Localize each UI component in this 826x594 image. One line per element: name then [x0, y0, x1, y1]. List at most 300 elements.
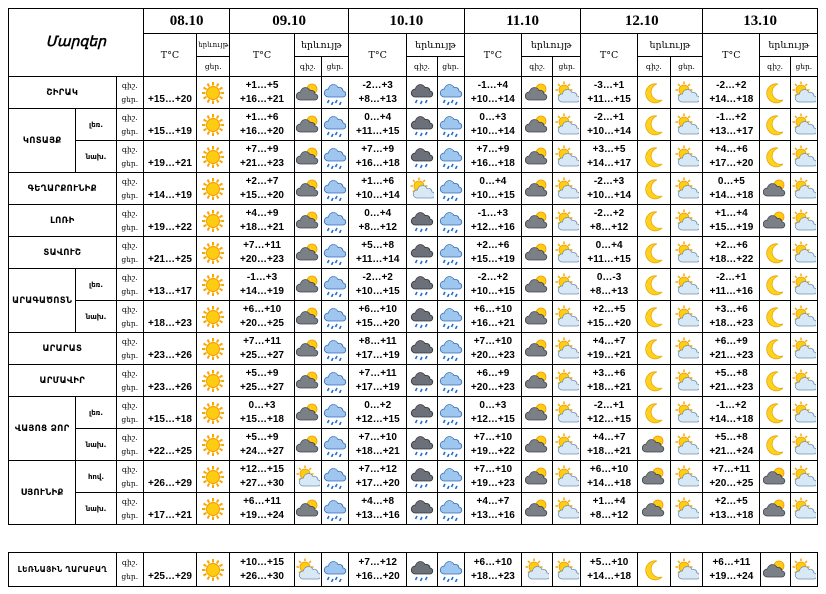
moon-icon: [760, 145, 789, 169]
day-label: ցեր.: [121, 254, 139, 264]
day-night-label: [116, 493, 143, 525]
phenomenon-cell: [760, 333, 790, 365]
phenomenon-cell: [407, 77, 437, 109]
temperature-cell: [703, 301, 760, 333]
temperature-cell: [230, 77, 294, 109]
night-temperature: +12…+15: [240, 463, 284, 475]
sun-icon: [197, 497, 229, 521]
phenomenon-cell: [437, 365, 464, 397]
cloudy-sun-icon: [760, 177, 789, 201]
phenomenon-cell: [760, 301, 790, 333]
night-temperature: +4…+9: [245, 207, 279, 219]
night-temperature: [144, 463, 196, 477]
rain-icon: [438, 177, 464, 201]
night-temperature: +3…+5: [592, 143, 626, 155]
sun-cloud-icon: [791, 558, 817, 582]
region-row: [9, 301, 818, 333]
region-row: [9, 397, 818, 429]
night-temperature: [144, 239, 196, 253]
temperature-cell: [581, 553, 637, 587]
cloudy-sun-icon: [638, 465, 670, 489]
cloudy-sun-icon: [522, 465, 552, 489]
phenomenon-cell: [294, 205, 321, 237]
dark-rain-icon: [407, 209, 436, 233]
dark-rain-icon: [407, 241, 436, 265]
phenomenon-cell: [294, 429, 321, 461]
temperature-cell: [581, 301, 637, 333]
temperature-cell: [143, 553, 196, 587]
moon-icon: [638, 241, 670, 265]
phenomenon-cell: [670, 301, 702, 333]
cloudy-sun-icon: [295, 241, 321, 265]
phenomenon-cell: [553, 301, 581, 333]
day-temperature: +21…+23: [240, 157, 284, 169]
day-temperature: +16…+18: [470, 157, 515, 169]
phenomenon-cell: [760, 553, 790, 587]
day-temperature: +27…+30: [240, 477, 284, 489]
region-part: նախ.: [76, 301, 116, 333]
day-night-label: [116, 109, 143, 141]
temperature-cell: [464, 269, 521, 301]
moon-icon: [638, 369, 670, 393]
phenomenon-cell: [407, 397, 437, 429]
night-label: գիշ.: [121, 272, 138, 282]
rain-icon: [438, 369, 464, 393]
phenomenon-cell: [790, 77, 817, 109]
night-temperature: -2…+1: [593, 111, 625, 123]
night-temperature: -2…+1: [593, 399, 625, 411]
region-name: ՏԱՎՈՒՇ: [9, 237, 117, 269]
temperature-cell: [349, 493, 407, 525]
phenomenon-cell: [522, 237, 553, 269]
temperature-cell: [230, 397, 294, 429]
phenomenon-cell: [637, 429, 670, 461]
phenomenon-cell: [321, 109, 348, 141]
rain-icon: [322, 241, 348, 265]
temperature-cell: [143, 77, 196, 109]
phenomenon-cell: [407, 493, 437, 525]
temperature-cell: [143, 269, 196, 301]
moon-icon: [760, 113, 789, 137]
moon-icon: [638, 273, 670, 297]
night-label: գիշ.: [294, 57, 321, 77]
phenomenon-cell: [790, 429, 817, 461]
sun-cloud-icon: [671, 305, 702, 329]
phenomenon-cell: [670, 109, 702, 141]
phenomenon-cell: [197, 493, 230, 525]
night-label: գիշ.: [121, 80, 138, 90]
day-temperature: +18…+21: [587, 445, 632, 457]
night-label: գիշ.: [121, 112, 138, 122]
day-temperature: +19…+22: [470, 445, 515, 457]
temp-label: T°C: [230, 34, 294, 77]
temperature-cell: [703, 141, 760, 173]
phenomenon-cell: [553, 397, 581, 429]
phenomenon-cell: [321, 173, 348, 205]
sun-icon: [197, 209, 229, 233]
temperature-cell: [703, 109, 760, 141]
sun-icon: [197, 81, 229, 105]
day-temperature: +15…+19: [470, 253, 515, 265]
phenomenon-label: երևույթ: [760, 34, 818, 57]
day-temperature: +18…+23: [148, 317, 192, 329]
region-name: ԱՐԱՐԱՏ: [9, 333, 117, 365]
day-temperature: +12…+15: [587, 413, 632, 425]
night-temperature: +4…+8: [361, 495, 395, 507]
night-label: գիշ.: [121, 208, 138, 218]
day-label: ցեր.: [121, 350, 139, 360]
day-temperature: +19…+22: [148, 221, 192, 233]
region-part: նախ.: [76, 141, 116, 173]
day-temperature: +11…+15: [587, 253, 631, 265]
phenomenon-cell: [407, 301, 437, 333]
phenomenon-cell: [637, 397, 670, 429]
region-row: [9, 173, 818, 205]
sun-cloud-icon: [671, 81, 702, 105]
phenomenon-cell: [522, 269, 553, 301]
night-temperature: +2…+5: [592, 303, 626, 315]
night-temperature: +7…+12: [358, 556, 397, 568]
region-row: [9, 205, 818, 237]
phenomenon-cell: [522, 493, 553, 525]
phenomenon-cell: [437, 429, 464, 461]
region-row: [9, 365, 818, 397]
phenomenon-cell: [790, 461, 817, 493]
rain-icon: [322, 433, 348, 457]
sun-cloud-icon: [671, 337, 702, 361]
day-night-label: [116, 365, 143, 397]
day-night-label: [116, 237, 143, 269]
temperature-cell: [464, 141, 521, 173]
night-temperature: +7…+11: [243, 239, 281, 251]
night-temperature: -1…+3: [477, 207, 509, 219]
day-label: ցեր.: [121, 478, 139, 488]
day-temperature: +19…+24: [709, 570, 754, 582]
phenomenon-cell: [294, 461, 321, 493]
moon-icon: [760, 81, 789, 105]
phenomenon-cell: [437, 77, 464, 109]
day-label: ցեր.: [121, 222, 139, 232]
sun-cloud-icon: [671, 113, 702, 137]
day-night-label: [116, 77, 143, 109]
sun-cloud-icon: [791, 497, 817, 521]
extra-region-row: [9, 553, 818, 587]
phenomenon-cell: [407, 109, 437, 141]
phenomenon-cell: [760, 461, 790, 493]
phenomenon-cell: [553, 109, 581, 141]
phenomenon-cell: [294, 493, 321, 525]
temperature-cell: [703, 173, 760, 205]
phenomenon-cell: [760, 205, 790, 237]
rain-icon: [438, 305, 464, 329]
temperature-cell: [703, 237, 760, 269]
temperature-cell: [143, 237, 196, 269]
night-temperature: -3…+1: [593, 79, 625, 91]
night-temperature: +1…+5: [245, 79, 279, 91]
temperature-cell: [230, 429, 294, 461]
sun-icon: [197, 401, 229, 425]
temperature-cell: [143, 109, 196, 141]
sun-cloud-icon: [295, 465, 321, 489]
phenomenon-cell: [553, 77, 581, 109]
cloudy-sun-icon: [295, 81, 321, 105]
temperature-cell: [349, 429, 407, 461]
temperature-cell: [349, 553, 407, 587]
day-night-label: [116, 461, 143, 493]
date-header: 11.10: [464, 9, 581, 34]
night-temperature: +7…+11: [358, 367, 397, 379]
temperature-cell: [230, 365, 294, 397]
day-temperature: +24…+27: [240, 445, 284, 457]
day-temperature: +11…+14: [356, 253, 400, 265]
night-temperature: [144, 495, 196, 509]
region-part: լեռ.: [76, 109, 116, 141]
night-temperature: -1…+2: [716, 399, 747, 411]
phenomenon-cell: [197, 461, 230, 493]
sun-cloud-icon: [553, 401, 580, 425]
phenomenon-cell: [790, 553, 817, 587]
dark-rain-icon: [407, 305, 436, 329]
night-temperature: +1…+6: [361, 175, 395, 187]
sun-cloud-icon: [553, 113, 580, 137]
sun-cloud-icon: [791, 177, 817, 201]
day-temperature: +17…+20: [709, 157, 754, 169]
day-temperature: +14…+17: [587, 157, 632, 169]
date-header: 08.10: [143, 9, 230, 34]
phenomenon-cell: [522, 333, 553, 365]
day-night-label: [116, 205, 143, 237]
night-temperature: +5…+9: [245, 367, 279, 379]
moon-icon: [760, 305, 789, 329]
sun-cloud-icon: [791, 337, 817, 361]
region-part: նախ.: [76, 493, 116, 525]
phenomenon-cell: [197, 269, 230, 301]
night-temperature: +6…+11: [243, 495, 281, 507]
phenomenon-cell: [670, 205, 702, 237]
region-name: ԱՐԱԳԱԾՈՏՆ: [9, 269, 76, 333]
cloudy-sun-icon: [295, 273, 321, 297]
phenomenon-cell: [670, 173, 702, 205]
temperature-cell: [349, 205, 407, 237]
day-temperature: +14…+18: [587, 570, 632, 582]
day-temperature: +23…+26: [148, 381, 192, 393]
day-temperature: +10…+15: [470, 285, 515, 297]
rain-icon: [438, 113, 464, 137]
night-temperature: +7…+10: [473, 463, 513, 475]
day-temperature: +23…+26: [148, 349, 192, 361]
night-temperature: -2…+3: [362, 79, 393, 91]
phenomenon-cell: [197, 553, 230, 587]
night-temperature: [144, 207, 196, 221]
phenomenon-cell: [294, 365, 321, 397]
temperature-cell: [230, 461, 294, 493]
day-temperature: +15…+20: [240, 189, 284, 201]
phenomenon-label: երևույթ: [522, 34, 581, 57]
temp-label: T°C: [143, 34, 196, 77]
day-temperature: +11…+15: [587, 93, 631, 105]
phenomenon-cell: [790, 205, 817, 237]
day-temperature: +16…+18: [355, 157, 400, 169]
temperature-cell: [464, 237, 521, 269]
temperature-cell: [703, 493, 760, 525]
temperature-cell: [581, 333, 637, 365]
day-temperature: +20…+23: [470, 381, 515, 393]
temperature-cell: [143, 365, 196, 397]
sun-cloud-icon: [791, 81, 817, 105]
night-label: գիշ.: [121, 336, 138, 346]
night-temperature: +7…+11: [243, 335, 281, 347]
phenomenon-cell: [790, 301, 817, 333]
day-temperature: +15…+19: [148, 125, 192, 137]
temperature-cell: [703, 397, 760, 429]
day-label: ցեր.: [790, 57, 817, 77]
rain-icon: [438, 558, 464, 582]
sun-cloud-icon: [553, 305, 580, 329]
phenomenon-cell: [637, 365, 670, 397]
night-label: գիշ.: [121, 144, 138, 154]
phenomenon-cell: [437, 237, 464, 269]
night-label: գիշ.: [121, 464, 138, 474]
phenomenon-cell: [553, 205, 581, 237]
rain-icon: [322, 465, 348, 489]
night-temperature: +7…+10: [358, 431, 397, 443]
sun-cloud-icon: [671, 433, 702, 457]
day-temperature: +25…+27: [240, 381, 284, 393]
cloudy-sun-icon: [761, 558, 790, 582]
phenomenon-cell: [197, 109, 230, 141]
temperature-cell: [230, 173, 294, 205]
cloudy-sun-icon: [522, 241, 552, 265]
phenomenon-cell: [197, 365, 230, 397]
night-temperature: +5…+8: [361, 239, 395, 251]
sun-icon: [197, 273, 229, 297]
temperature-cell: [143, 397, 196, 429]
night-temperature: 0…+4: [364, 207, 392, 219]
phenomenon-cell: [553, 461, 581, 493]
night-temperature: [144, 367, 196, 381]
day-temperature: +8…+12: [589, 221, 629, 233]
day-temperature: +8…+13: [589, 285, 629, 297]
day-temperature: +10…+15: [470, 189, 515, 201]
day-temperature: +15…+20: [355, 317, 400, 329]
phenomenon-cell: [670, 77, 702, 109]
day-label: ցեր.: [197, 57, 230, 77]
rain-icon: [322, 305, 348, 329]
moon-icon: [760, 337, 789, 361]
phenomenon-cell: [670, 553, 702, 587]
temperature-cell: [464, 301, 521, 333]
day-temperature: +19…+23: [470, 477, 515, 489]
day-temperature: +20…+25: [709, 477, 754, 489]
sun-cloud-icon: [671, 177, 702, 201]
day-temperature: +13…+16: [470, 509, 515, 521]
cloudy-sun-icon: [295, 401, 321, 425]
day-temperature: +15…+20: [587, 317, 632, 329]
dark-rain-icon: [407, 433, 436, 457]
phenomenon-cell: [437, 269, 464, 301]
temperature-cell: [349, 77, 407, 109]
cloudy-sun-icon: [522, 497, 552, 521]
region-row: [9, 269, 818, 301]
phenomenon-cell: [670, 141, 702, 173]
phenomenon-cell: [637, 109, 670, 141]
phenomenon-cell: [637, 493, 670, 525]
temperature-cell: [464, 333, 521, 365]
night-temperature: +6…+9: [714, 335, 748, 347]
phenomenon-cell: [437, 205, 464, 237]
day-night-label: [116, 333, 143, 365]
night-temperature: 0…+4: [364, 111, 392, 123]
day-temperature: +21…+23: [709, 381, 754, 393]
cloudy-sun-icon: [295, 433, 321, 457]
temperature-cell: [143, 173, 196, 205]
phenomenon-cell: [760, 397, 790, 429]
day-night-label: [116, 141, 143, 173]
sun-cloud-icon: [553, 433, 580, 457]
rain-icon: [322, 177, 348, 201]
day-temperature: +12…+16: [470, 221, 515, 233]
cloudy-sun-icon: [522, 113, 552, 137]
sun-cloud-icon: [553, 369, 580, 393]
cloudy-sun-icon: [760, 497, 789, 521]
phenomenon-cell: [637, 553, 670, 587]
sun-cloud-icon: [553, 209, 580, 233]
phenomenon-cell: [760, 141, 790, 173]
temperature-cell: [581, 365, 637, 397]
temperature-cell: [230, 109, 294, 141]
temperature-cell: [143, 429, 196, 461]
day-temperature: +25…+29: [148, 570, 192, 582]
night-temperature: -2…+2: [716, 79, 747, 91]
region-row: [9, 493, 818, 525]
phenomenon-cell: [321, 461, 348, 493]
day-temperature: +21…+24: [709, 445, 754, 457]
temperature-cell: [464, 553, 521, 587]
day-temperature: +16…+21: [470, 317, 515, 329]
extra-region-table: [8, 552, 818, 587]
phenomenon-cell: [553, 237, 581, 269]
phenomenon-cell: [760, 77, 790, 109]
sun-cloud-icon: [522, 558, 552, 582]
day-temperature: +12…+15: [470, 413, 515, 425]
rain-icon: [322, 113, 348, 137]
phenomenon-cell: [670, 429, 702, 461]
cloudy-sun-icon: [295, 145, 321, 169]
sun-icon: [197, 177, 229, 201]
date-header: 12.10: [581, 9, 703, 34]
moon-icon: [760, 241, 789, 265]
moon-icon: [760, 433, 789, 457]
cloudy-sun-icon: [295, 497, 321, 521]
temperature-cell: [581, 397, 637, 429]
night-temperature: +4…+7: [592, 431, 626, 443]
region-row: [9, 461, 818, 493]
sun-cloud-icon: [791, 273, 817, 297]
rain-icon: [322, 401, 348, 425]
region-name: ՇԻՐԱԿ: [9, 77, 117, 109]
day-temperature: +10…+14: [587, 125, 632, 137]
phenomenon-cell: [760, 365, 790, 397]
phenomenon-cell: [437, 553, 464, 587]
phenomenon-cell: [670, 237, 702, 269]
phenomenon-cell: [522, 461, 553, 493]
rain-icon: [322, 369, 348, 393]
night-temperature: 0…+4: [479, 175, 507, 187]
day-temperature: +13…+18: [709, 509, 754, 521]
temperature-cell: [464, 397, 521, 429]
day-label: ցեր.: [121, 286, 139, 296]
region-part: լեռ.: [76, 269, 116, 301]
